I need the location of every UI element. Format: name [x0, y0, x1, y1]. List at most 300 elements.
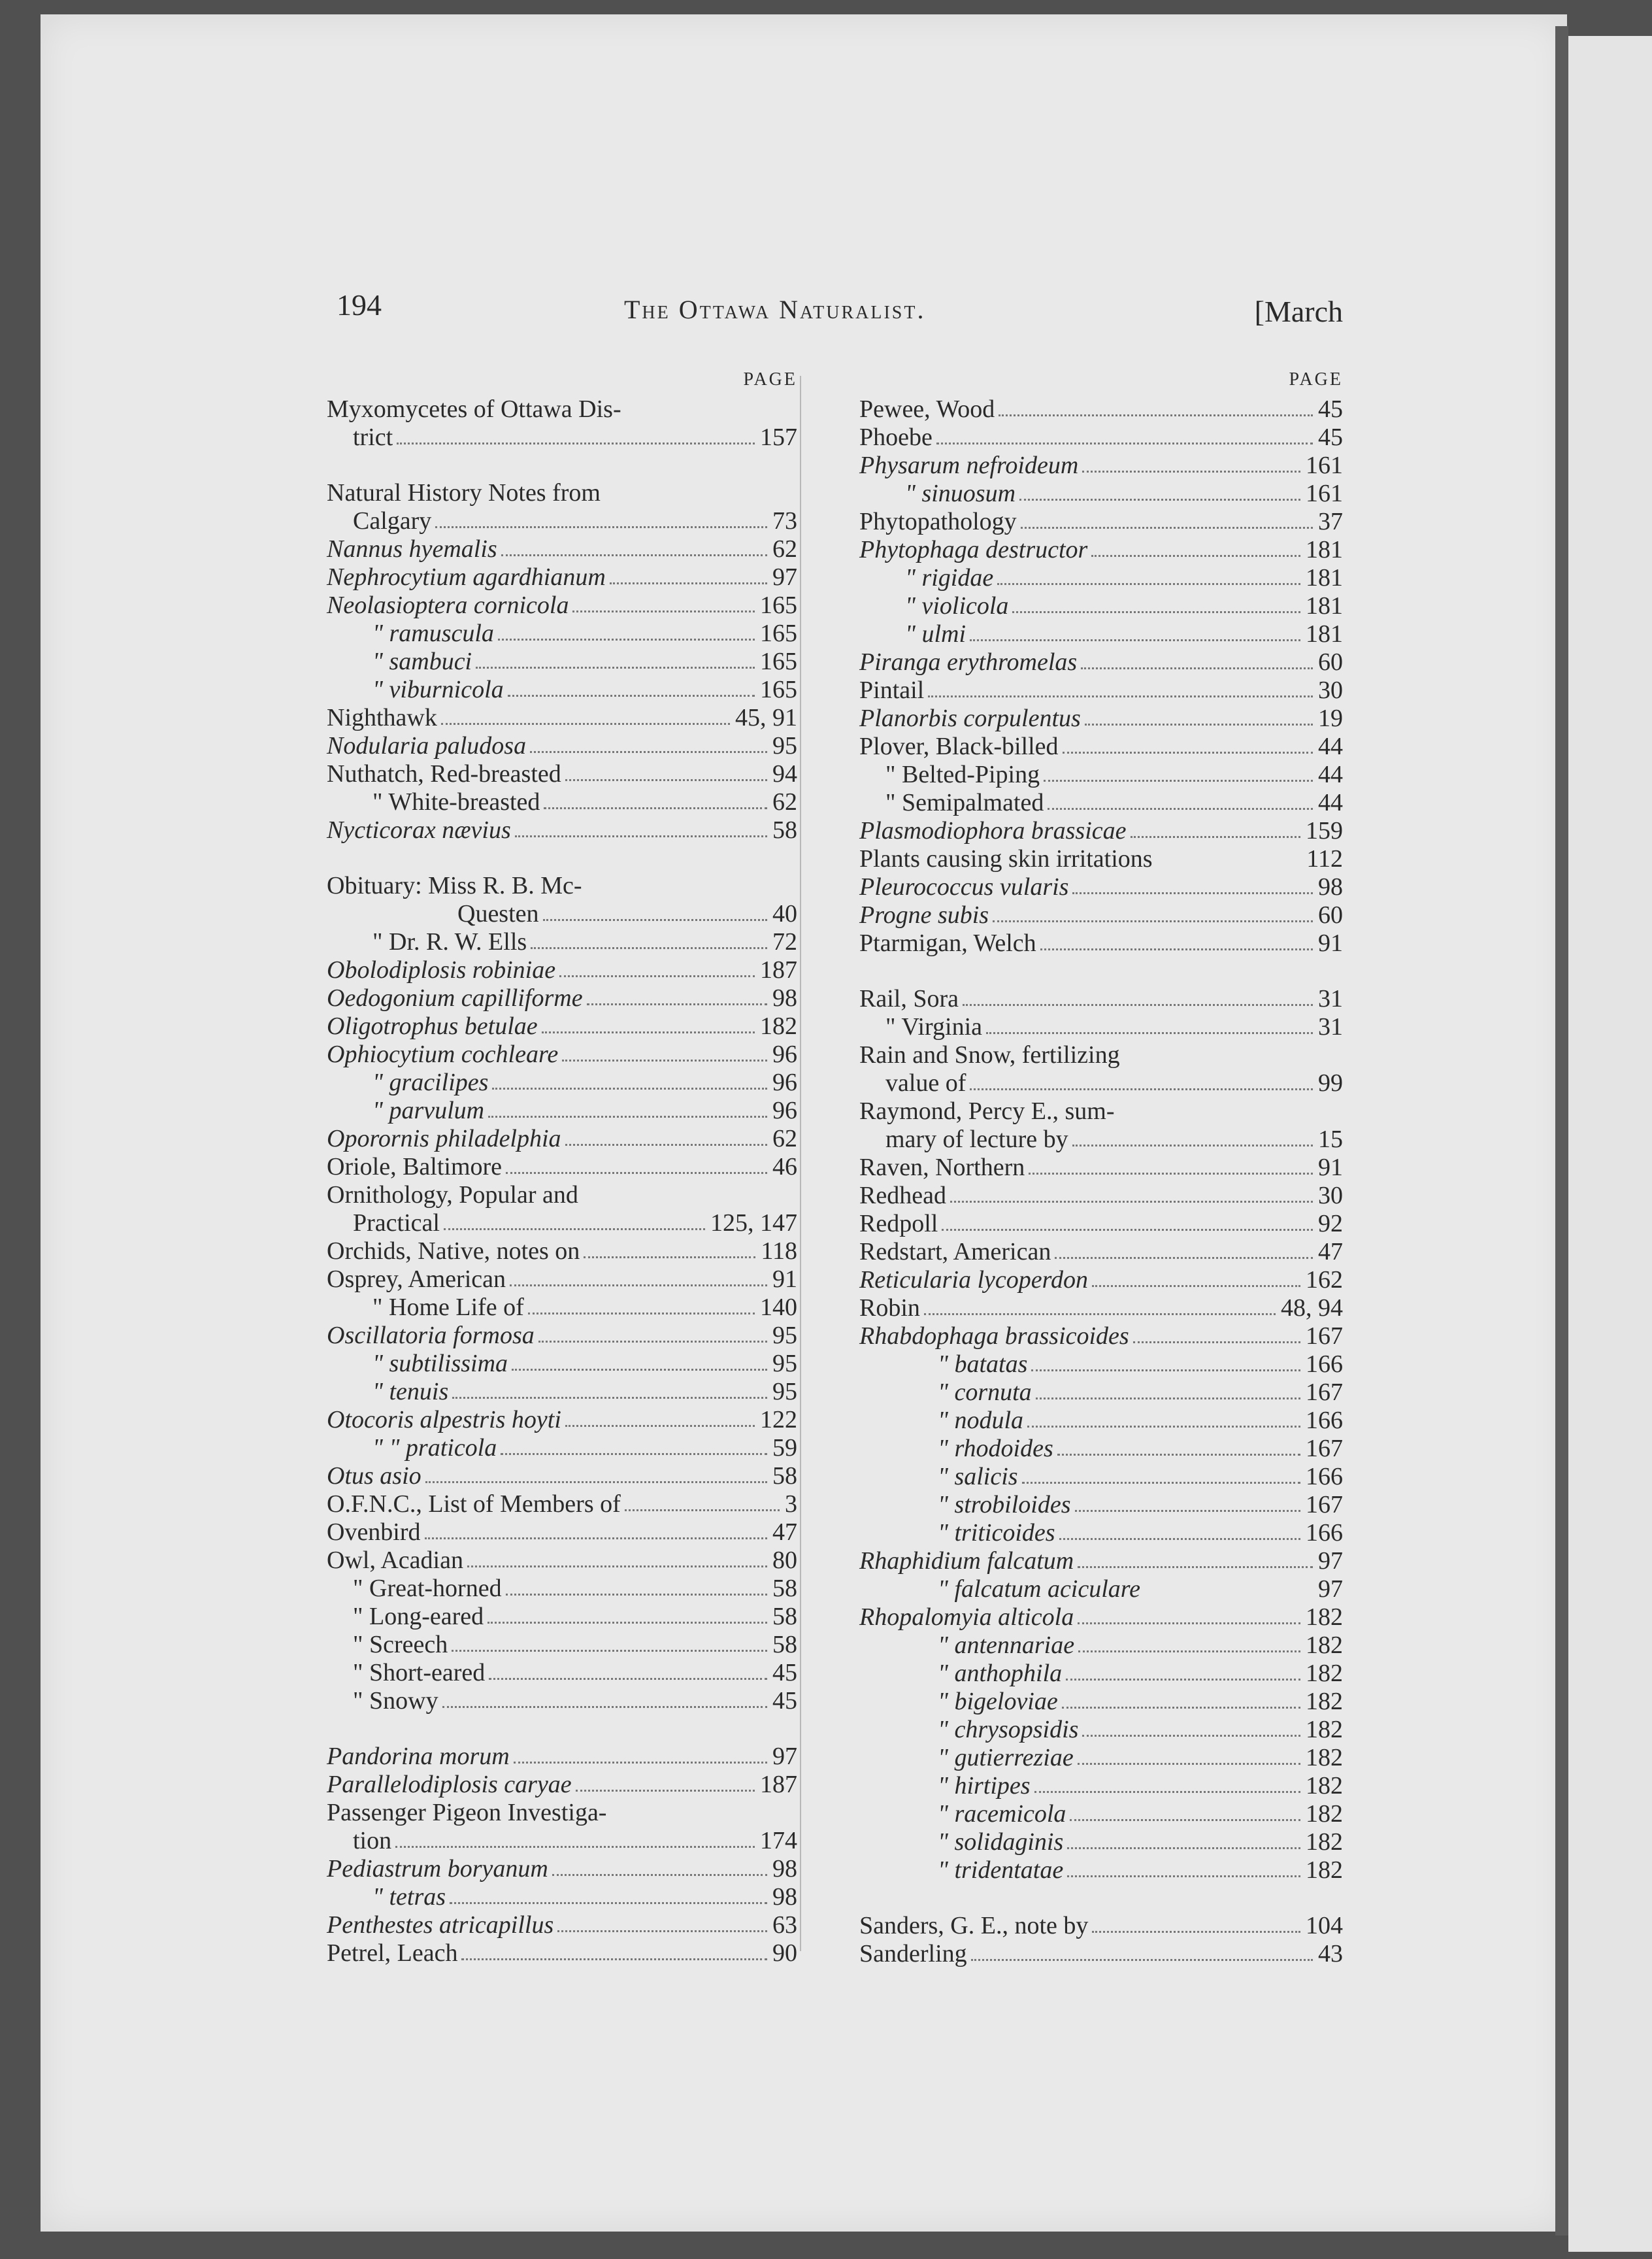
entry-label: Practical: [353, 1209, 440, 1237]
dot-leader: [425, 1537, 767, 1539]
entry-label: " Long-eared: [353, 1603, 484, 1630]
dot-leader: [1019, 499, 1300, 501]
dot-leader: [1067, 1847, 1300, 1849]
dot-leader: [552, 1874, 767, 1876]
entry-page-number: 47: [772, 1518, 797, 1546]
entry-page-number: 44: [1318, 733, 1343, 760]
dot-leader: [1066, 1679, 1300, 1681]
entry-page-number: 98: [772, 984, 797, 1012]
entry-label: Oscillatoria formosa: [327, 1322, 535, 1349]
entry-label: Ophiocytium cochleare: [327, 1041, 559, 1068]
entry-page-number: 99: [1318, 1069, 1343, 1097]
column-divider: [800, 376, 801, 1951]
entry-label: trict: [353, 424, 393, 451]
entry-page-number: 97: [1318, 1575, 1343, 1603]
entry-page-number: 182: [1306, 1800, 1343, 1828]
entry-page-number: 91: [1318, 1154, 1343, 1181]
entry-page-number: 181: [1306, 536, 1343, 563]
dot-leader: [1092, 1931, 1300, 1933]
dot-leader: [435, 526, 767, 528]
dot-leader: [970, 639, 1300, 641]
index-entry: [859, 1856, 1343, 1884]
entry-page-number: 125, 147: [710, 1209, 797, 1237]
dot-leader: [510, 1284, 767, 1286]
entry-label: " White-breasted: [372, 788, 540, 816]
dot-leader: [544, 807, 767, 809]
index-entry: [859, 733, 1343, 761]
entry-page-number: 174: [760, 1827, 797, 1854]
index-entry: [327, 563, 797, 592]
entry-page-number: 97: [1318, 1547, 1343, 1575]
dot-leader: [538, 1341, 767, 1343]
entry-label: Otocoris alpestris hoyti: [327, 1406, 561, 1433]
entry-label: " strobiloides: [938, 1491, 1071, 1518]
entry-label: Oligotrophus betulae: [327, 1012, 538, 1040]
dot-leader: [508, 695, 755, 697]
index-entry: [859, 1013, 1343, 1041]
dot-leader: [489, 1678, 767, 1680]
index-entry: [327, 1687, 797, 1715]
index-entry: [327, 732, 797, 760]
index-entry: [327, 1939, 797, 1967]
entry-page-number: 182: [1306, 1603, 1343, 1631]
entry-label: Rhabdophaga brassicoides: [859, 1322, 1129, 1350]
entry-label: Calgary: [353, 507, 432, 535]
index-entry: [327, 984, 797, 1012]
index-entry: [327, 1518, 797, 1547]
entry-label: " hirtipes: [938, 1772, 1031, 1799]
dot-leader: [542, 1031, 755, 1033]
dot-leader: [1027, 1426, 1300, 1428]
index-entry: [327, 872, 797, 900]
dot-leader: [506, 1594, 767, 1596]
dot-leader: [1092, 1285, 1300, 1287]
entry-label: Rail, Sora: [859, 985, 959, 1012]
entry-page-number: 165: [760, 620, 797, 647]
dot-leader: [444, 1228, 705, 1230]
running-head: [337, 288, 1343, 333]
entry-label: Neolasioptera cornicola: [327, 592, 569, 619]
dot-leader: [1133, 1341, 1300, 1343]
entry-label: Plants causing skin irritations: [859, 845, 1153, 873]
dot-leader: [1072, 1145, 1313, 1146]
index-entry: [327, 900, 797, 928]
entry-label: Myxomycetes of Ottawa Dis-: [327, 395, 621, 423]
entry-label: " cornuta: [938, 1379, 1032, 1406]
index-column-right: [859, 369, 1343, 1968]
dot-leader: [963, 1004, 1313, 1006]
entry-page-number: 187: [760, 956, 797, 984]
index-entry: [327, 1125, 797, 1153]
entry-label: Piranga erythromelas: [859, 648, 1078, 676]
index-entry: [327, 1322, 797, 1350]
entry-label: " Snowy: [353, 1687, 438, 1715]
entry-page-number: 63: [772, 1911, 797, 1939]
dot-leader: [1078, 1622, 1300, 1624]
entry-page-number: 98: [772, 1883, 797, 1911]
index-entry: [327, 1406, 797, 1434]
entry-page-number: 97: [772, 1743, 797, 1770]
entry-page-number: 104: [1306, 1912, 1343, 1939]
entry-label: " rigidae: [905, 564, 994, 592]
entry-label: " violicola: [905, 592, 1009, 620]
dot-leader: [1075, 1510, 1300, 1512]
index-entry: [327, 956, 797, 984]
entry-page-number: 72: [772, 928, 797, 956]
entry-label: " Great-horned: [353, 1575, 502, 1602]
entry-label: Rhopalomyia alticola: [859, 1603, 1074, 1631]
dot-leader: [936, 443, 1313, 444]
entry-page-number: 45: [772, 1659, 797, 1686]
entry-page-number: 92: [1318, 1210, 1343, 1237]
index-entry: [327, 816, 797, 845]
index-entry: [859, 648, 1343, 677]
dot-leader: [1082, 471, 1300, 473]
entry-label: " tetras: [372, 1883, 446, 1911]
entry-label: Phytophaga destructor: [859, 536, 1088, 563]
index-entry: [859, 873, 1343, 901]
entry-page-number: 157: [760, 424, 797, 451]
entry-label: Oporornis philadelphia: [327, 1125, 561, 1152]
dot-leader: [1078, 1650, 1300, 1652]
dot-leader: [1063, 752, 1313, 754]
entry-label: Petrel, Leach: [327, 1939, 458, 1967]
index-entry: [859, 789, 1343, 817]
entry-label: Pintail: [859, 677, 925, 704]
dot-leader: [530, 751, 767, 753]
index-entry: [859, 1575, 1343, 1603]
entry-page-number: 166: [1306, 1519, 1343, 1547]
dot-leader: [397, 443, 755, 444]
entry-label: " racemicola: [938, 1800, 1066, 1828]
index-entry: [859, 1350, 1343, 1379]
entry-label: " viburnicola: [372, 676, 504, 703]
entry-page-number: 60: [1318, 648, 1343, 676]
entry-page-number: 62: [772, 788, 797, 816]
entry-page-number: 181: [1306, 564, 1343, 592]
entry-page-number: 96: [772, 1041, 797, 1068]
index-entry: [859, 761, 1343, 789]
entry-label: Nephrocytium agardhianum: [327, 563, 606, 591]
entry-label: Oedogonium capilliforme: [327, 984, 583, 1012]
entry-page-number: 37: [1318, 508, 1343, 535]
entry-label: " sambuci: [372, 648, 472, 675]
entry-label: " parvulum: [372, 1097, 485, 1124]
entry-page-number: 165: [760, 648, 797, 675]
dot-leader: [1021, 527, 1313, 529]
entry-label: " gutierreziae: [938, 1744, 1074, 1771]
dot-leader: [1078, 1763, 1300, 1765]
entry-label: " Semipalmated: [885, 789, 1044, 816]
dot-leader: [576, 1790, 755, 1792]
entry-label: Pediastrum boryanum: [327, 1855, 548, 1882]
index-entry: [327, 1855, 797, 1883]
dot-leader: [1055, 1257, 1313, 1259]
dot-leader: [1012, 611, 1300, 613]
index-entry: [859, 845, 1343, 873]
index-entry: [859, 901, 1343, 929]
index-entry: [859, 1322, 1343, 1350]
entry-label: Natural History Notes from: [327, 479, 601, 507]
dot-leader: [971, 1959, 1313, 1961]
index-entry: [327, 1603, 797, 1631]
entry-page-number: 98: [772, 1855, 797, 1882]
index-entry: [327, 1350, 797, 1378]
entry-page-number: 167: [1306, 1491, 1343, 1518]
entry-label: Ptarmigan, Welch: [859, 929, 1036, 957]
dot-leader: [1059, 1538, 1300, 1540]
dot-leader: [543, 919, 767, 921]
dot-leader: [559, 975, 755, 977]
entry-label: Orchids, Native, notes on: [327, 1237, 580, 1265]
entry-label: Nuthatch, Red-breasted: [327, 760, 561, 788]
dot-leader: [1057, 1454, 1300, 1456]
index-entry: [327, 592, 797, 620]
journal-title: The Ottawa Naturalist.: [624, 295, 926, 324]
index-entry: [327, 788, 797, 816]
entry-label: Otus asio: [327, 1462, 421, 1490]
entry-label: " tenuis: [372, 1378, 449, 1405]
entry-page-number: 45: [1318, 424, 1343, 451]
entry-label: " tridentatae: [938, 1856, 1064, 1884]
entry-page-number: 95: [772, 1378, 797, 1405]
entry-page-number: 182: [1306, 1856, 1343, 1884]
entry-label: " Short-eared: [353, 1659, 486, 1686]
entry-page-number: 112: [1306, 845, 1343, 873]
column-heading: PAGE: [1289, 369, 1343, 390]
index-entry: [327, 1041, 797, 1069]
index-entry: [327, 1097, 797, 1125]
entry-page-number: 161: [1306, 480, 1343, 507]
dot-leader: [1062, 1707, 1300, 1709]
entry-label: Passenger Pigeon Investiga-: [327, 1799, 607, 1826]
index-entry: [327, 1547, 797, 1575]
entry-label: Rain and Snow, fertilizing: [859, 1041, 1120, 1069]
index-entry: [327, 1237, 797, 1265]
entry-label: " rhodoides: [938, 1435, 1053, 1462]
dot-leader: [1067, 1875, 1300, 1877]
entry-label: Nannus hyemalis: [327, 535, 497, 563]
index-entry: [859, 452, 1343, 480]
index-entry: [327, 1827, 797, 1855]
issue-month: [March: [1254, 295, 1343, 328]
dot-leader: [942, 1229, 1313, 1231]
index-entry: [859, 1772, 1343, 1800]
entry-page-number: 96: [772, 1069, 797, 1096]
dot-leader: [950, 1201, 1313, 1203]
entry-label: " Screech: [353, 1631, 448, 1658]
entry-label: Redstart, American: [859, 1238, 1051, 1265]
entry-page-number: 182: [1306, 1744, 1343, 1771]
index-entry: [327, 1069, 797, 1097]
entry-label: " Virginia: [885, 1013, 982, 1041]
index-entry: [859, 1716, 1343, 1744]
entry-page-number: 182: [1306, 1660, 1343, 1687]
dot-leader: [1082, 1735, 1300, 1737]
entry-page-number: 40: [772, 900, 797, 928]
entry-page-number: 182: [1306, 1688, 1343, 1715]
index-entry: [859, 1940, 1343, 1968]
dot-leader: [1131, 836, 1301, 838]
dot-leader: [506, 1172, 767, 1174]
index-entry: [859, 1154, 1343, 1182]
dot-leader: [1044, 780, 1313, 782]
entry-label: " Belted-Piping: [885, 761, 1040, 788]
index-entry: [859, 1069, 1343, 1097]
index-entry: [859, 1688, 1343, 1716]
dot-leader: [924, 1313, 1276, 1315]
entry-label: Obolodiplosis robiniae: [327, 956, 556, 984]
index-entry: [859, 424, 1343, 452]
entry-label: value of: [885, 1069, 966, 1097]
entry-label: Owl, Acadian: [327, 1547, 463, 1574]
dot-leader: [1031, 1369, 1300, 1371]
dot-leader: [531, 947, 767, 949]
index-entry: [859, 1463, 1343, 1491]
entry-page-number: 98: [1318, 873, 1343, 901]
entry-page-number: 62: [772, 535, 797, 563]
entry-label: Osprey, American: [327, 1265, 506, 1293]
index-entry: [327, 1181, 797, 1209]
dot-leader: [1072, 892, 1313, 894]
entry-label: Parallelodiplosis caryae: [327, 1771, 572, 1798]
entry-label: Sanders, G. E., note by: [859, 1912, 1089, 1939]
entry-page-number: 43: [1318, 1940, 1343, 1967]
dot-leader: [584, 1256, 755, 1258]
dot-leader: [565, 1425, 755, 1427]
dot-leader: [1091, 555, 1300, 557]
dot-leader: [1070, 1819, 1300, 1821]
dot-leader: [557, 1930, 767, 1932]
entry-page-number: 47: [1318, 1238, 1343, 1265]
index-entry: [327, 1799, 797, 1827]
entry-page-number: 15: [1318, 1126, 1343, 1153]
entry-label: Ovenbird: [327, 1518, 421, 1546]
entry-page-number: 44: [1318, 789, 1343, 816]
entry-page-number: 187: [760, 1771, 797, 1798]
entry-label: " Home Life of: [372, 1294, 524, 1321]
index-entry: [859, 1210, 1343, 1238]
dot-leader: [565, 779, 767, 781]
entry-page-number: 46: [772, 1153, 797, 1180]
entry-page-number: 182: [1306, 1716, 1343, 1743]
dot-leader: [501, 1453, 767, 1455]
index-entry: [327, 648, 797, 676]
entry-page-number: 122: [760, 1406, 797, 1433]
entry-page-number: 60: [1318, 901, 1343, 929]
entry-label: " ulmi: [905, 620, 966, 648]
entry-page-number: 45: [1318, 395, 1343, 423]
dot-leader: [512, 1369, 767, 1371]
index-entry: [859, 508, 1343, 536]
entry-label: " falcatum aciculare: [938, 1575, 1141, 1603]
dot-leader: [441, 723, 730, 725]
index-entry: [859, 985, 1343, 1013]
index-entry-list: [859, 395, 1343, 1968]
entry-page-number: 165: [760, 676, 797, 703]
index-entry: [327, 479, 797, 507]
entry-label: Raymond, Percy E., sum-: [859, 1097, 1115, 1125]
dot-leader: [562, 1060, 767, 1062]
entry-label: Nycticorax nævius: [327, 816, 511, 844]
entry-page-number: 62: [772, 1125, 797, 1152]
entry-label: Ornithology, Popular and: [327, 1181, 578, 1209]
entry-page-number: 91: [772, 1265, 797, 1293]
entry-page-number: 3: [785, 1490, 797, 1518]
dot-leader: [476, 667, 755, 669]
entry-label: " subtilissima: [372, 1350, 508, 1377]
index-entry: [327, 1575, 797, 1603]
entry-label: Redhead: [859, 1182, 946, 1209]
index-entry: [327, 1490, 797, 1518]
entry-label: " ramuscula: [372, 620, 494, 647]
entry-page-number: 182: [1306, 1632, 1343, 1659]
entry-label: Reticularia lycoperdon: [859, 1266, 1088, 1294]
index-entry: [859, 1097, 1343, 1126]
entry-page-number: 45: [772, 1687, 797, 1715]
dot-leader: [501, 554, 767, 556]
entry-page-number: 167: [1306, 1435, 1343, 1462]
index-entry: [859, 1519, 1343, 1547]
index-entry: [859, 677, 1343, 705]
entry-page-number: 181: [1306, 592, 1343, 620]
dot-leader: [461, 1958, 767, 1960]
dot-leader: [1048, 808, 1313, 810]
entry-label: " Dr. R. W. Ells: [372, 928, 527, 956]
dot-leader: [492, 1088, 767, 1090]
dot-leader: [1078, 1566, 1313, 1568]
entry-page-number: 58: [772, 1631, 797, 1658]
entry-page-number: 94: [772, 760, 797, 788]
dot-leader: [514, 1762, 767, 1764]
entry-label: Robin: [859, 1294, 920, 1322]
entry-label: " chrysopsidis: [938, 1716, 1079, 1743]
index-entry: [327, 760, 797, 788]
index-entry: [327, 620, 797, 648]
page-gutter: [1555, 26, 1568, 2235]
index-entry: [859, 1828, 1343, 1856]
entry-page-number: 166: [1306, 1350, 1343, 1378]
dot-leader: [515, 835, 767, 837]
entry-page-number: 58: [772, 1462, 797, 1490]
index-entry: [859, 1238, 1343, 1266]
dot-leader: [452, 1650, 767, 1652]
index-entry: [859, 1294, 1343, 1322]
entry-label: tion: [353, 1827, 392, 1854]
entry-page-number: 31: [1318, 1013, 1343, 1041]
entry-page-number: 44: [1318, 761, 1343, 788]
dot-leader: [970, 1088, 1313, 1090]
index-entry: [327, 535, 797, 563]
dot-leader: [1022, 1482, 1300, 1484]
entry-label: " nodula: [938, 1407, 1024, 1434]
index-entry: [859, 1660, 1343, 1688]
index-entry: [859, 705, 1343, 733]
dot-leader: [572, 611, 755, 612]
dot-leader: [1081, 667, 1313, 669]
entry-page-number: 96: [772, 1097, 797, 1124]
entry-label: Pleurococcus vularis: [859, 873, 1069, 901]
index-entry: [859, 1041, 1343, 1069]
dot-leader: [1085, 724, 1313, 726]
entry-page-number: 80: [772, 1547, 797, 1574]
dot-leader: [487, 1622, 767, 1624]
dot-leader: [498, 639, 755, 641]
entry-page-number: 58: [772, 1575, 797, 1602]
entry-page-number: 19: [1318, 705, 1343, 732]
entry-page-number: 182: [760, 1012, 797, 1040]
entry-page-number: 166: [1306, 1407, 1343, 1434]
